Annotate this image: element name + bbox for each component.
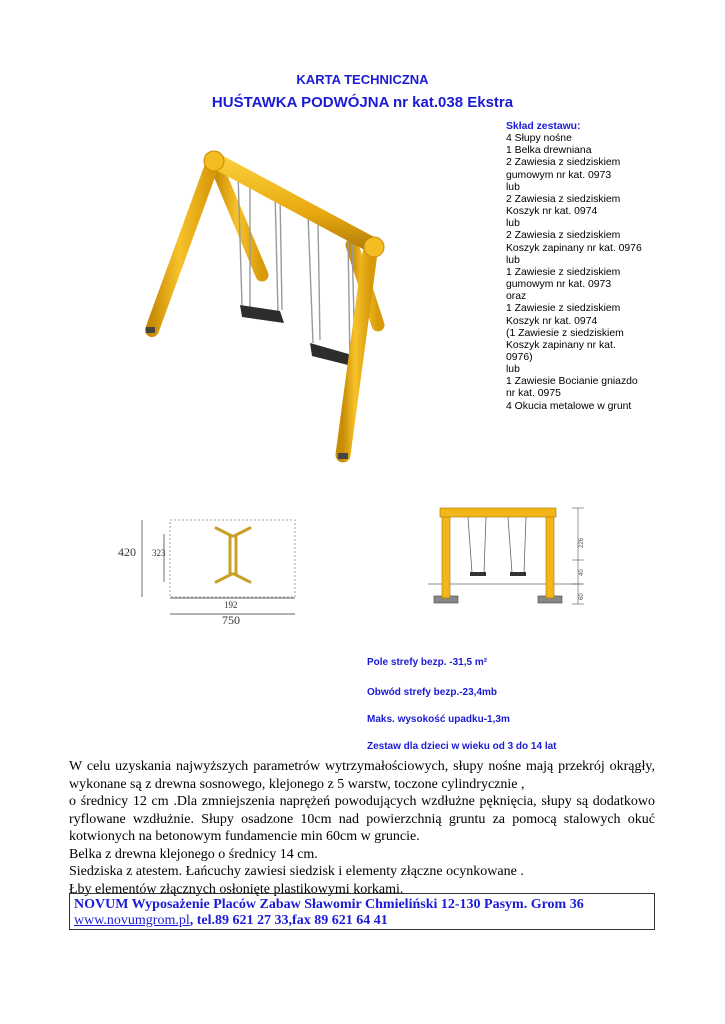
- dim-height-total: 226: [579, 537, 585, 548]
- joint-right: [364, 237, 384, 257]
- description-paragraph: o średnicy 12 cm .Dla zmniejszenia naprężeń powodujących wzdłużne pęknięcia, słupy są dodatkowo ryflowane wzdłużnie. Słupy osadzone 10cm nad powierzchnią gruntu za pomocą stalowych okuć kotwionych na betonowym fundamencie min 60cm w gruncie.: [69, 794, 655, 844]
- phone-fax: , tel.89 621 27 33,fax 89 621 64 41: [189, 913, 388, 928]
- composition-item: oraz: [506, 291, 527, 303]
- composition-item: lub: [506, 181, 520, 193]
- composition-item: lub: [506, 218, 520, 230]
- website-link[interactable]: www.novumgrom.pl: [74, 913, 190, 928]
- composition-heading: Skład zestawu:: [506, 121, 581, 132]
- swing-3d-illustration: [130, 135, 460, 475]
- composition-item: gumowym nr kat. 0973: [506, 169, 612, 181]
- composition-item: 1 Zawiesie z siedziskiem: [506, 266, 621, 278]
- composition-item: Koszyk zapinany nr kat.: [506, 339, 616, 351]
- plan-view-drawing: [118, 512, 303, 627]
- composition-item: 4 Okucia metalowe w grunt: [506, 400, 632, 412]
- composition-item: lub: [506, 364, 520, 376]
- contact-line: [74, 913, 650, 929]
- dim-width-outer: 750: [222, 613, 240, 627]
- foot-anchor: [146, 327, 155, 333]
- front-left-leg: [152, 165, 212, 330]
- composition-lines: [506, 133, 706, 413]
- composition-item: 1 Zawiesie Bocianie gniazdo: [506, 376, 638, 388]
- composition-item: 2 Zawiesia z siedziskiem: [506, 157, 621, 169]
- dim-seat-height: 40: [579, 569, 585, 576]
- description-paragraph: Belka z drewna klejonego o średnicy 14 cm.: [69, 846, 318, 862]
- description-paragraph: Łby elementów złącznych osłonięte plastikowymi korkami.: [69, 881, 404, 897]
- joint-left: [204, 151, 224, 171]
- dim-depth-outer: 420: [118, 545, 136, 559]
- stat-perimeter: Obwód strefy bezp.-23,4mb: [367, 687, 498, 698]
- composition-item: lub: [506, 254, 520, 266]
- stat-fall-height: Maks. wysokość upadku-1,3m: [367, 714, 510, 725]
- stat-age: Zestaw dla dzieci w wieku od 3 do 14 lat: [367, 741, 557, 752]
- company-footer: [69, 893, 655, 930]
- composition-item: nr kat. 0975: [506, 388, 561, 400]
- composition-item: Koszyk nr kat. 0974: [506, 206, 598, 218]
- composition-item: (1 Zawiesie z siedziskiem: [506, 327, 624, 339]
- composition-item: Koszyk zapinany nr kat. 0976: [506, 242, 642, 254]
- composition-item: 2 Zawiesia z siedziskiem: [506, 193, 621, 205]
- composition-item: 0976): [506, 351, 533, 363]
- composition-list: [506, 121, 706, 413]
- composition-item: 4 Słupy nośne: [506, 133, 572, 145]
- stat-area: Pole strefy bezp. -31,5 m²: [367, 657, 488, 668]
- composition-item: gumowym nr kat. 0973: [506, 279, 612, 291]
- dim-depth-inner: 323: [152, 548, 166, 558]
- composition-item: 1 Belka drewniana: [506, 145, 592, 157]
- composition-item: 2 Zawiesia z siedziskiem: [506, 230, 621, 242]
- document-title: KARTA TECHNICZNA: [296, 72, 429, 87]
- description: [69, 758, 655, 898]
- dim-width-inner: 192: [224, 600, 238, 610]
- product-title: HUŚTAWKA PODWÓJNA nr kat.038 Ekstra: [211, 94, 514, 111]
- composition-item: 1 Zawiesie z siedziskiem: [506, 303, 621, 315]
- company-name: NOVUM Wyposażenie Placów Zabaw Sławomir Chmieliński 12-130 Pasym. Grom 36: [74, 897, 584, 912]
- front-view-drawing: [420, 500, 600, 615]
- dim-foundation: 60: [579, 593, 585, 600]
- description-paragraph: W celu uzyskania najwyższych parametrów wytrzymałościowych, słupy nośne mają przekrój okrągły, wykonane są z drewna sosnowego, klejonego z 5 warstw, toczone cylindrycznie ,: [69, 759, 655, 792]
- foot-anchor: [338, 453, 348, 459]
- composition-item: Koszyk nr kat. 0974: [506, 315, 598, 327]
- description-paragraph: Siedziska z atestem. Łańcuchy zawiesi siedzisk i elementy złączne ocynkowane .: [69, 864, 524, 879]
